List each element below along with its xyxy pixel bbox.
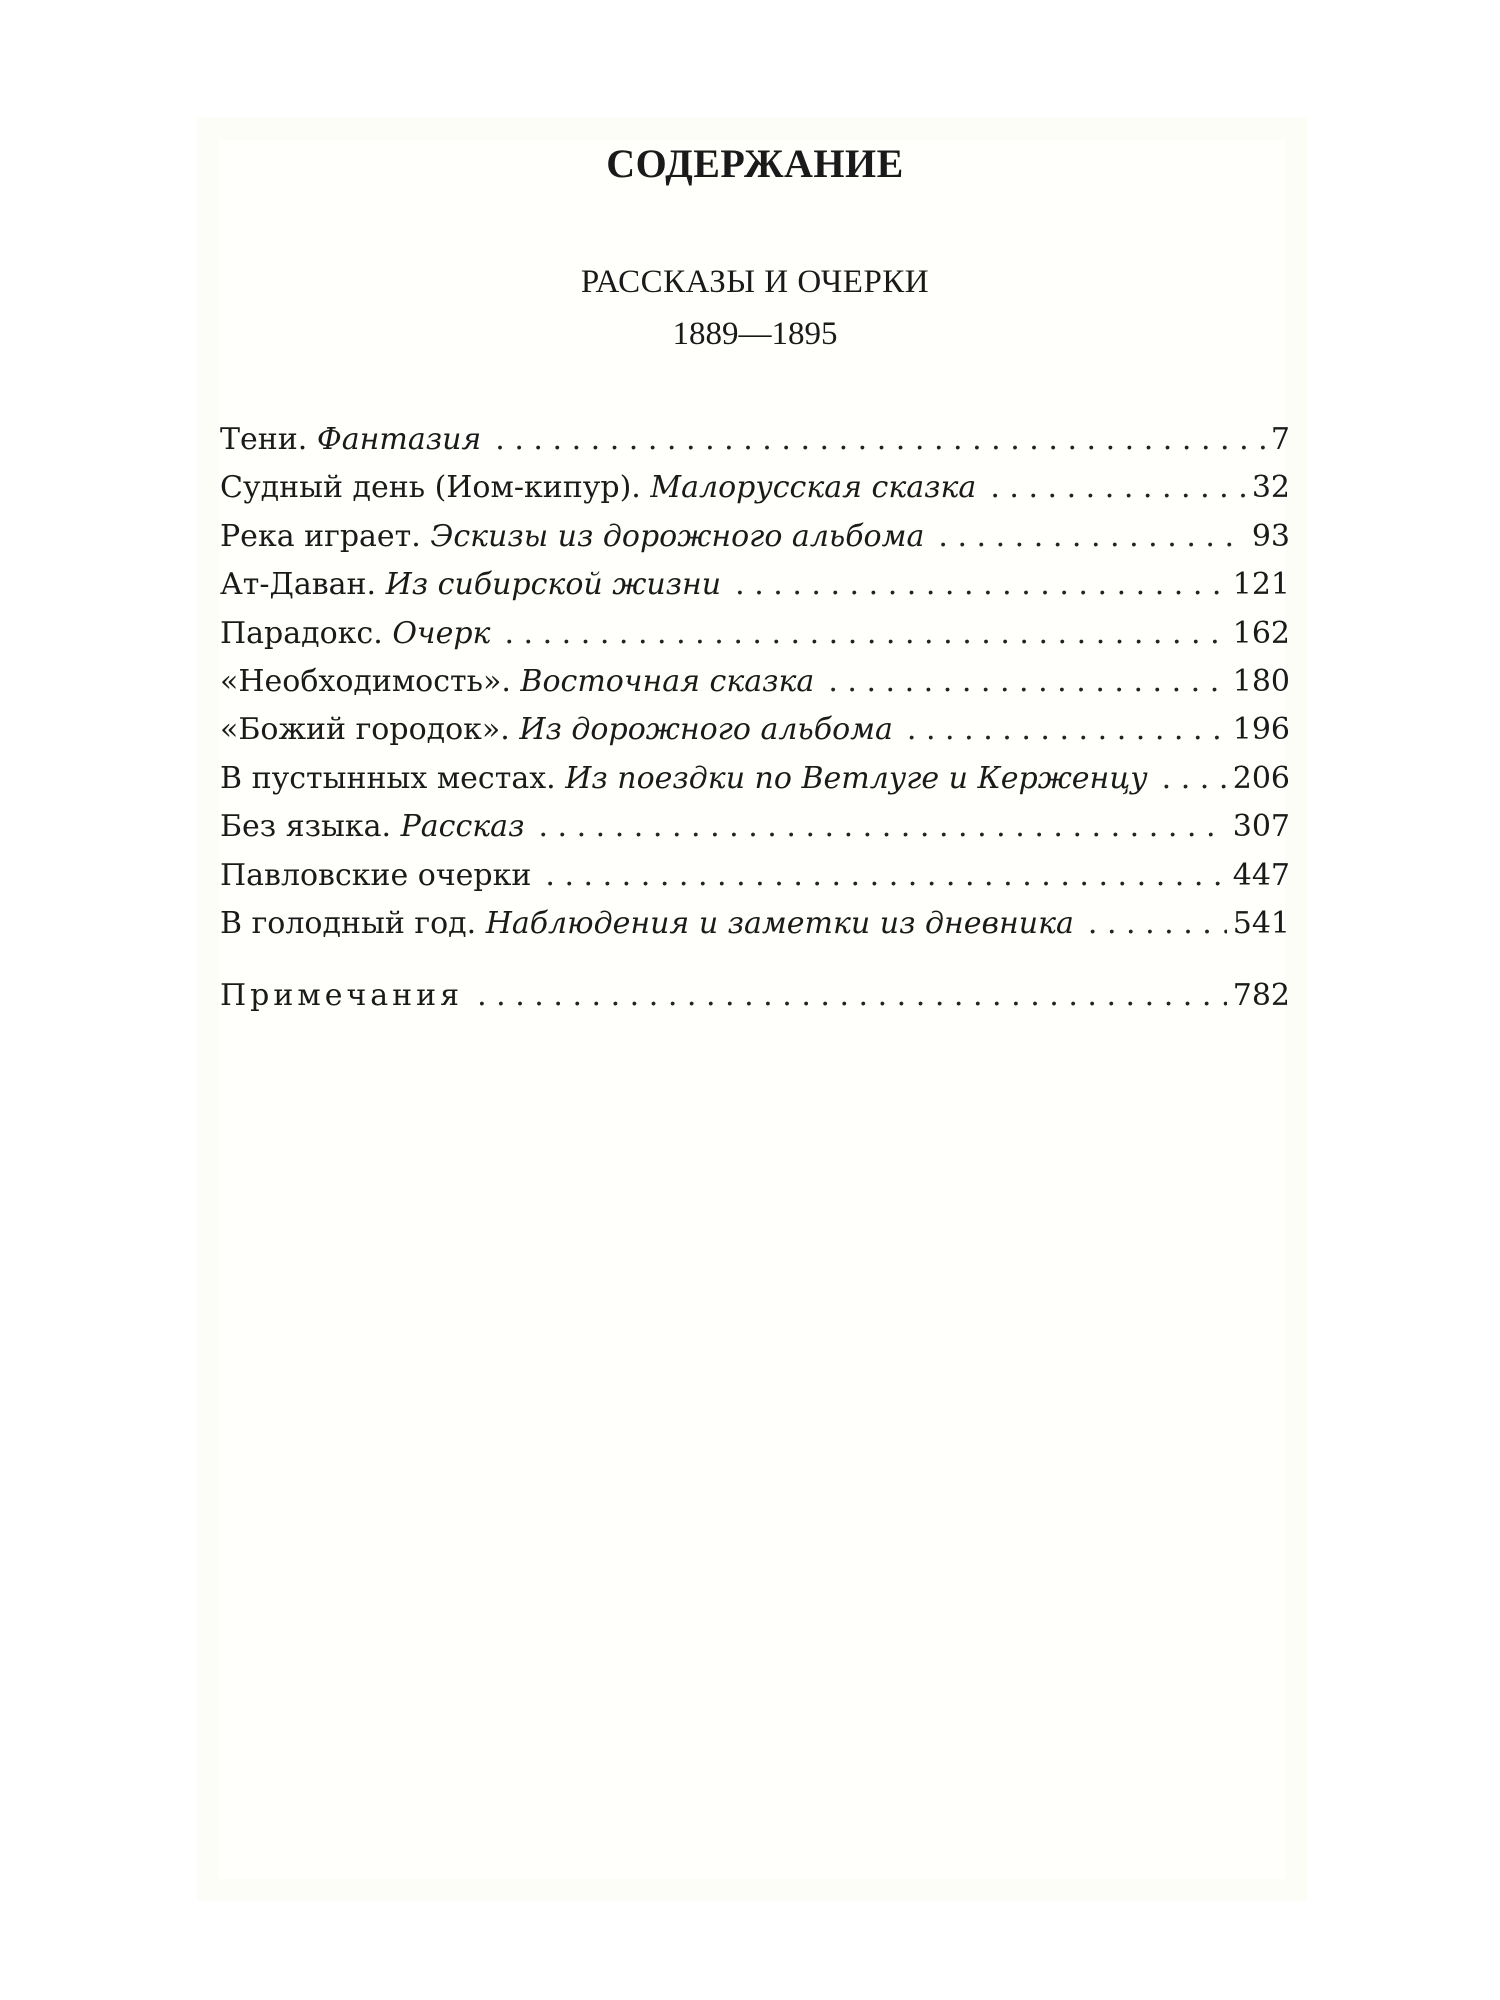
- entry-page-number: 180: [1232, 663, 1290, 699]
- toc-entry[interactable]: [220, 852, 1290, 900]
- toc-entry[interactable]: [220, 416, 1290, 464]
- section-title: РАССКАЗЫ И ОЧЕРКИ: [580, 264, 930, 300]
- entry-title: «Необходимость».: [220, 663, 511, 699]
- dot-leader: [828, 658, 1226, 706]
- book-page: [197, 118, 1307, 1901]
- entry-page-number: 7: [1270, 422, 1290, 457]
- entry-title: Ат-Даван.: [220, 567, 377, 603]
- entry-subtitle: Очерк: [392, 615, 491, 651]
- entry-page-number: 307: [1232, 809, 1290, 845]
- entry-title: Река играет.: [220, 518, 421, 554]
- dot-leader: [938, 513, 1245, 561]
- dot-leader: [990, 464, 1246, 512]
- entry-subtitle: Из дорожного альбома: [519, 712, 893, 748]
- toc-entry[interactable]: [220, 513, 1290, 561]
- entry-page-number: 121: [1232, 567, 1290, 603]
- dot-leader: [1088, 900, 1227, 948]
- entry-page-number: 206: [1232, 760, 1290, 796]
- entry-subtitle: Из поездки по Ветлуге и Керженцу: [565, 760, 1148, 796]
- entry-page-number: 447: [1232, 857, 1290, 893]
- dot-leader: [538, 803, 1226, 851]
- toc-entry[interactable]: [220, 706, 1290, 754]
- entry-subtitle: Восточная сказка: [520, 663, 815, 699]
- section-years: 1889—1895: [672, 316, 838, 352]
- notes-title: Примечания: [220, 978, 464, 1013]
- entry-title: В голодный год.: [220, 905, 477, 941]
- entry-subtitle: Рассказ: [400, 809, 525, 845]
- toc-entry[interactable]: [220, 755, 1290, 803]
- toc-entry[interactable]: [220, 561, 1290, 609]
- table-of-contents: [220, 416, 1290, 948]
- dot-leader: [495, 416, 1265, 464]
- entry-title: В пустынных местах.: [220, 760, 556, 796]
- toc-entry[interactable]: [220, 464, 1290, 512]
- toc-entry[interactable]: [220, 900, 1290, 948]
- entry-subtitle: Из сибирской жизни: [385, 567, 722, 603]
- entry-title: Парадокс.: [220, 615, 383, 651]
- dot-leader: [545, 852, 1226, 900]
- entry-subtitle: Фантазия: [316, 422, 482, 457]
- entry-title: Без языка.: [220, 809, 392, 845]
- dot-leader: [477, 972, 1227, 1020]
- toc-entry-notes[interactable]: [220, 972, 1290, 1020]
- entry-title: Судный день (Иом-кипур).: [220, 470, 641, 506]
- dot-leader: [1162, 755, 1227, 803]
- entry-page-number: 196: [1232, 712, 1290, 748]
- entry-title: «Божий городок».: [220, 712, 510, 748]
- entry-page-number: 32: [1251, 470, 1290, 506]
- toc-entry[interactable]: [220, 610, 1290, 658]
- dot-leader: [504, 610, 1226, 658]
- entry-page-number: 162: [1232, 615, 1290, 651]
- notes-entry[interactable]: [220, 972, 1290, 1020]
- entry-page-number: 93: [1251, 518, 1290, 554]
- entry-title: Павловские очерки: [220, 857, 532, 893]
- toc-entry[interactable]: [220, 803, 1290, 851]
- dot-leader: [735, 561, 1227, 609]
- entry-subtitle: Малорусская сказка: [650, 470, 977, 506]
- entry-subtitle: Наблюдения и заметки из дневника: [485, 905, 1074, 941]
- page-title: СОДЕРЖАНИЕ: [606, 141, 904, 186]
- toc-entry[interactable]: [220, 658, 1290, 706]
- notes-page-number: 782: [1232, 978, 1290, 1013]
- dot-leader: [907, 706, 1227, 754]
- entry-subtitle: Эскизы из дорожного альбома: [430, 518, 925, 554]
- entry-page-number: 541: [1232, 905, 1290, 941]
- entry-title: Тени.: [220, 422, 308, 457]
